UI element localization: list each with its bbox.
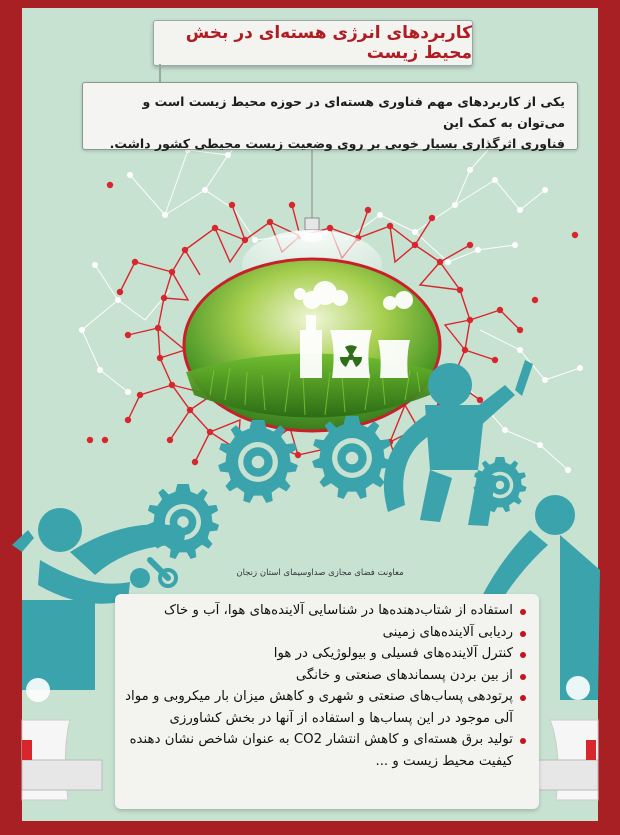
center-image	[184, 259, 440, 431]
intro-line-2: فناوری اثرگذاری بسیار خوبی بر روی وضعیت زیست محیطی کشور داشت.	[109, 136, 565, 151]
wrench-icon	[150, 560, 176, 586]
page-title: کاربردهای انرژی هسته‌ای در بخش محیط زیست	[185, 23, 472, 63]
list-item: از بین بردن پسماندهای صنعتی و خانگی	[125, 665, 527, 687]
list-item: استفاده از شتاب‌دهنده‌ها در شناسایی آلاینده‌های هوا، آب و خاک	[125, 600, 527, 622]
list-item: ردیابی آلاینده‌های زمینی	[125, 622, 527, 644]
applications-list-box	[115, 594, 539, 809]
list-item: تولید برق هسته‌ای و کاهش انتشار CO2 به عنوان شاخص نشان دهنده کیفیت محیط زیست و ...	[125, 729, 527, 772]
credit-text: معاونت فضای مجازی صداوسیمای استان زنجان	[236, 568, 404, 578]
list-item: کنترل آلاینده‌های فسیلی و بیولوژیکی در هوا	[125, 643, 527, 665]
list-item: پرتودهی پساب‌های صنعتی و شهری و کاهش میزان بار میکروبی و مواد آلی موجود در این پساب‌ها و استفاده از آنها در بخش کشاورزی	[125, 686, 527, 729]
intro-line-1: یکی از کاربردهای مهم فناوری هسته‌ای در حوزه محیط زیست است و می‌توان به کمک این	[142, 94, 565, 130]
title-box	[153, 20, 473, 66]
intro-box	[82, 82, 578, 150]
frame-bottom	[0, 821, 620, 835]
connector-line	[159, 64, 161, 84]
applications-list	[125, 600, 527, 772]
